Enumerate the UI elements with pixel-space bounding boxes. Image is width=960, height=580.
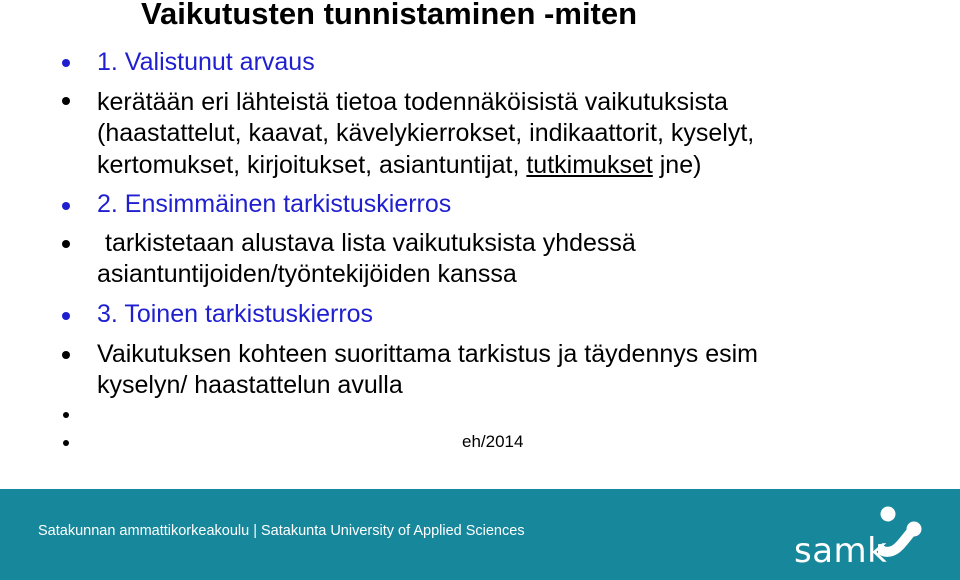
bullet-marker xyxy=(62,59,70,67)
bullet-marker xyxy=(63,440,69,446)
date-label: eh/2014 xyxy=(462,432,524,451)
item-1-text-pre: kertomukset, kirjoitukset, asiantuntijat, xyxy=(97,151,527,179)
tutkimukset-link[interactable]: tutkimukset xyxy=(526,151,653,179)
samk-logo-icon xyxy=(878,505,928,563)
item-3-heading: 3. Toinen tarkistuskierros xyxy=(97,300,374,328)
bullet-marker xyxy=(62,312,70,320)
item-1-text-line-2: (haastattelut, kaavat, kävelykierrokset, indikaattorit, kyselyt, xyxy=(97,119,755,147)
bullet-marker xyxy=(63,412,69,418)
item-2-heading: 2. Ensimmäinen tarkistuskierros xyxy=(97,190,452,218)
item-1-text-line-3 xyxy=(97,149,701,181)
item-2-text-line-2: asiantuntijoiden/työntekijöiden kanssa xyxy=(97,260,517,288)
item-2-text-line-1: tarkistetaan alustava lista vaikutuksista yhdessä xyxy=(105,229,636,257)
samk-logo-text: samk xyxy=(794,531,888,571)
slide-title: Vaikutusten tunnistaminen -miten xyxy=(141,0,638,31)
item-1-heading: 1. Valistunut arvaus xyxy=(97,48,315,76)
item-3-text-line-2: kyselyn/ haastattelun avulla xyxy=(97,371,403,399)
footer-institution: Satakunnan ammattikorkeakoulu | Satakunta University of Applied Sciences xyxy=(38,523,525,539)
bullet-marker xyxy=(62,240,70,248)
bullet-marker xyxy=(62,351,70,359)
bullet-marker xyxy=(62,97,70,105)
item-3-text-line-1: Vaikutuksen kohteen suorittama tarkistus ja täydennys esim xyxy=(97,340,758,368)
footer-bar xyxy=(0,489,960,580)
item-1-text-post: jne) xyxy=(652,151,702,179)
item-1-text-line-1: kerätään eri lähteistä tietoa todennäköisistä vaikutuksista xyxy=(97,88,728,116)
bullet-marker xyxy=(62,202,70,210)
